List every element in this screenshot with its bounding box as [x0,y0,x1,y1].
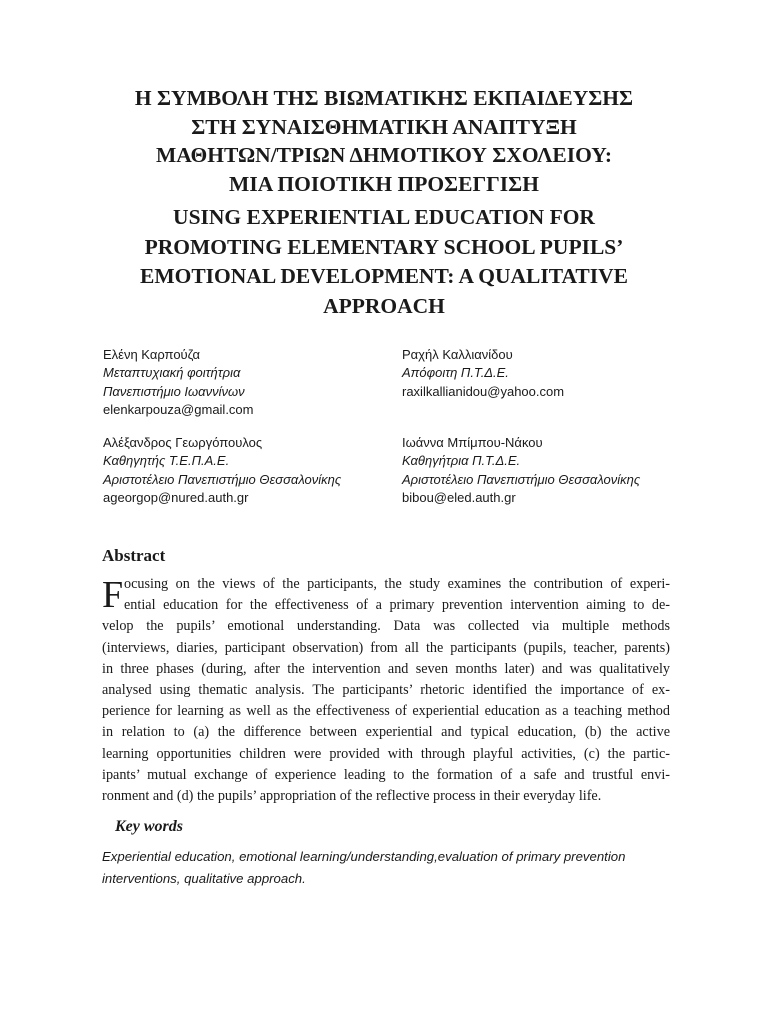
abstract-line: ipants’ mutual exchange of experience leading to the formation of a safe and trustful envi- [102,766,670,783]
author-block [103,346,403,420]
abstract-line: perience for learning as well as the effectiveness of experiential education as a teaching method [102,703,670,720]
author-role: Μεταπτυχιακή φοιτήτρια [103,365,241,381]
abstract-line: learning opportunities children were provided with through playful activities, (c) the partic- [102,745,670,762]
greek-title-line: ΣΤΗ ΣΥΝΑΙΣΘΗΜΑΤΙΚΗ ΑΝΑΠΤΥΞΗ [191,114,577,139]
keywords-line: Experiential education, emotional learning/understanding,evaluation of primary prevention [102,849,626,864]
author-block [103,434,403,508]
abstract-line: ocusing on the views of the participants, the study examines the contribution of experi- [124,576,670,592]
greek-title-line: ΜΙΑ ΠΟΙΟΤΙΚΗ ΠΡΟΣΕΓΓΙΣΗ [229,171,539,196]
author-role: Καθηγήτρια Π.Τ.Δ.Ε. [402,453,521,469]
english-title-line: EMOTIONAL DEVELOPMENT: A QUALITATIVE [139,264,628,288]
english-title-line: APPROACH [323,293,445,318]
keywords-line: interventions, qualitative approach. [102,870,306,886]
author-block [402,346,702,401]
author-role: Απόφοιτη Π.Τ.Δ.Ε. [402,365,509,381]
author-block [402,434,702,508]
author-affiliation: Αριστοτέλειο Πανεπιστήμιο Θεσσαλονίκης [103,471,342,487]
abstract-line: (interviews, diaries, participant observation) from all the participants (pupils, teacher, parents) [102,639,670,656]
english-title-line: PROMOTING ELEMENTARY SCHOOL PUPILS’ [144,234,624,259]
abstract-line: in three phases (during, after the intervention and seven months later) and was qualitatively [102,660,670,677]
author-email: bibou@eled.auth.gr [402,490,516,506]
english-title [90,203,678,321]
drop-cap: F [102,574,124,616]
author-email: elenkarpouza@gmail.com [103,402,254,418]
author-name: Ελένη Καρπούζα [103,347,201,362]
abstract-text [102,574,670,807]
keywords-heading: Key words [115,818,183,835]
author-name: Ραχήλ Καλλιανίδου [402,347,513,362]
greek-title [90,84,678,198]
author-name: Αλέξανδρος Γεωργόπουλος [103,435,263,450]
abstract-line: velop the pupils’ emotional understanding. Data was collected via multiple methods [102,618,670,635]
greek-title-line: ΜΑΘΗΤΩΝ/ΤΡΙΩΝ ΔΗΜΟΤΙΚΟΥ ΣΧΟΛΕΙΟΥ: [155,143,612,167]
keywords-text [102,846,682,889]
english-title-line: USING EXPERIENTIAL EDUCATION FOR [173,205,595,229]
author-role: Καθηγητής Τ.Ε.Π.Α.Ε. [103,453,230,469]
abstract-line: ential education for the effectiveness of a primary prevention intervention aiming to de- [124,597,670,614]
author-email: ageorgop@nured.auth.gr [103,490,249,506]
author-affiliation: Αριστοτέλειο Πανεπιστήμιο Θεσσαλονίκης [402,471,641,487]
abstract-line: ronment and (d) the pupils’ appropriation of the reflective process in their everyday life. [102,787,602,804]
greek-title-line: Η ΣΥΜΒΟΛΗ ΤΗΣ ΒΙΩΜΑΤΙΚΗΣ ΕΚΠΑΙΔΕΥΣΗΣ [134,86,634,110]
author-email: raxilkallianidou@yahoo.com [402,383,565,399]
author-name: Ιωάννα Μπίμπου-Νάκου [402,435,543,450]
author-affiliation: Πανεπιστήμιο Ιωαννίνων [103,383,245,399]
abstract-line: analysed using thematic analysis. The participants’ rhetoric identified the importance of ex- [102,681,670,698]
abstract-heading: Abstract [102,546,166,565]
abstract-line: in relation to (a) the difference between experiential and typical education, (b) the active [102,724,670,741]
